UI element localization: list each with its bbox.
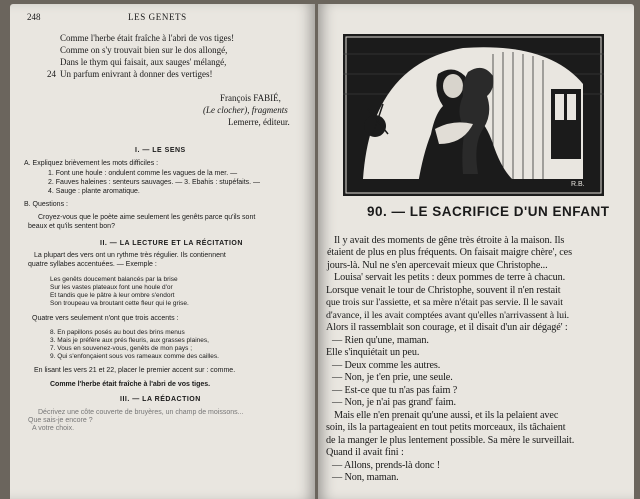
story-line: Elle s'inquiétait un peu. — [326, 347, 420, 358]
redaction-text: A votre choix. — [32, 425, 75, 432]
poem-line: Comme l'herbe était fraîche à l'abri de vos tiges! — [60, 33, 235, 43]
section-title-sens: I. — LE SENS — [135, 147, 186, 154]
example-verse: Les genêts doucement balancés par la brise — [50, 276, 178, 283]
story-line: d'avance, il les avait comptées avant qu'elles n'arrivassent à lui. — [326, 310, 569, 321]
source: (Le clocher), fragments — [203, 105, 288, 115]
story-line: soin, ils la partageaient en tout petits morceaux, ils tâchaient — [326, 422, 566, 433]
running-head: LES GENETS — [128, 12, 187, 22]
story-line: — Allons, prends-là donc ! — [332, 460, 441, 471]
story-line: Louisa' servait les petits : deux pommes de terre à chacun. — [334, 272, 566, 283]
example-verse: Et tandis que le pâtre à leur ombre s'endort — [50, 292, 175, 299]
redaction-text: Décrivez une côte couverte de bruyères, un champ de moissons... — [38, 409, 244, 416]
woodcut-illustration — [343, 34, 604, 196]
poem-line-number: 24 — [47, 69, 56, 79]
accent-list-item: 8. En papillons posés au bout des brins menus — [50, 329, 185, 336]
exercise-a-prompt: A. Expliquez brièvement les mots difficiles : — [24, 160, 159, 167]
story-line: — Non, maman. — [332, 472, 399, 483]
story-line: Alors il rassemblait son courage, et il disait d'un air dégagé' : — [326, 322, 568, 333]
section-title-lecture: II. — LA LECTURE ET LA RÉCITATION — [100, 240, 243, 247]
story-line: Il y avait des moments de gêne très étroite à la maison. Ils — [334, 235, 565, 246]
example-verse: Sur les vastes plateaux font une houle d'or — [50, 284, 173, 291]
page-number: 248 — [27, 12, 41, 22]
exercise-a-item: 2. Fauves haleines : senteurs sauvages. — 3. Ebahis : stupéfaits. — — [48, 179, 261, 186]
story-line: Mais elle n'en prenait qu'une aussi, et ils la pelaient avec — [334, 410, 559, 421]
poem-line: Dans le thym qui faisait, aux sauges' mélangé, — [60, 57, 227, 67]
accent-note: Quatre vers seulement n'ont que trois accents : — [32, 315, 179, 322]
lecture-paragraph: La plupart des vers ont un rythme très régulier. Ils contiennent — [34, 252, 226, 259]
left-page — [10, 4, 315, 499]
accent-list-item: 9. Qui s'enfonçaient sous vos rameaux comme des cailles. — [50, 353, 219, 360]
story-line: — Non, je n'ai pas grand' faim. — [332, 397, 456, 408]
author: François FABIÉ, — [220, 93, 281, 103]
publisher: Lemerre, éditeur. — [228, 117, 290, 127]
poem-line: Comme on s'y trouvait bien sur le dos allongé, — [60, 45, 228, 55]
story-line: — Rien qu'une, maman. — [332, 335, 429, 346]
exercise-b-text: Croyez-vous que le poète aime seulement les genêts parce qu'ils sont — [38, 214, 256, 221]
illustration-signature: R.B. — [571, 181, 585, 188]
accent-list-item: 7. Vous en souvenez-vous, genêts de mon pays ; — [50, 345, 193, 352]
story-line: jours-là. Nul ne s'en apercevait mieux que Christophe... — [327, 260, 548, 271]
example-verse: Son troupeau va broutant cette fleur qui le grise. — [50, 300, 189, 307]
story-line: Quand il avait fini : — [326, 447, 404, 458]
exercise-b-text: beaux et qu'ils sentent bon? — [28, 223, 115, 230]
accent-list-item: 3. Mais je préfère aux prés fleuris, aux grasses plaines, — [50, 337, 209, 344]
reading-example-line: Comme l'herbe était fraîche à l'abri de vos tiges. — [50, 381, 211, 388]
section-title-redaction: III. — LA RÉDACTION — [120, 396, 201, 403]
story-line: de la manger le plus lentement possible. Sa mère le surveillait. — [326, 435, 575, 446]
chapter-title: 90. — LE SACRIFICE D'UN ENFANT — [367, 204, 610, 219]
story-line: — Est-ce que tu n'as pas faim ? — [332, 385, 458, 396]
right-page — [318, 4, 634, 499]
poem-line: Un parfum enivrant à donner des vertiges! — [60, 69, 213, 79]
story-line: — Deux comme les autres. — [332, 360, 441, 371]
exercise-b-prompt: B. Questions : — [24, 201, 68, 208]
reading-instruction: En lisant les vers 21 et 22, placer le premier accent sur : comme. — [34, 367, 236, 374]
story-line: étaient de plus en plus fréquents. On faisait maigre chère', ces — [327, 247, 572, 258]
exercise-a-item: 4. Sauge : plante aromatique. — [48, 188, 140, 195]
story-line: Lorsque venait le tour de Christophe, souvent il n'en restait — [326, 285, 561, 296]
lecture-paragraph: quatre syllabes accentuées. — Exemple : — [28, 261, 157, 268]
redaction-text: Que sais-je encore ? — [28, 417, 93, 424]
story-line: que trois sur l'assiette, et sa mère n'était pas servie. Il le savait — [326, 297, 563, 308]
story-line: — Non, je t'en prie, une seule. — [332, 372, 453, 383]
exercise-a-item: 1. Font une houle : ondulent comme les vagues de la mer. — — [48, 170, 238, 177]
